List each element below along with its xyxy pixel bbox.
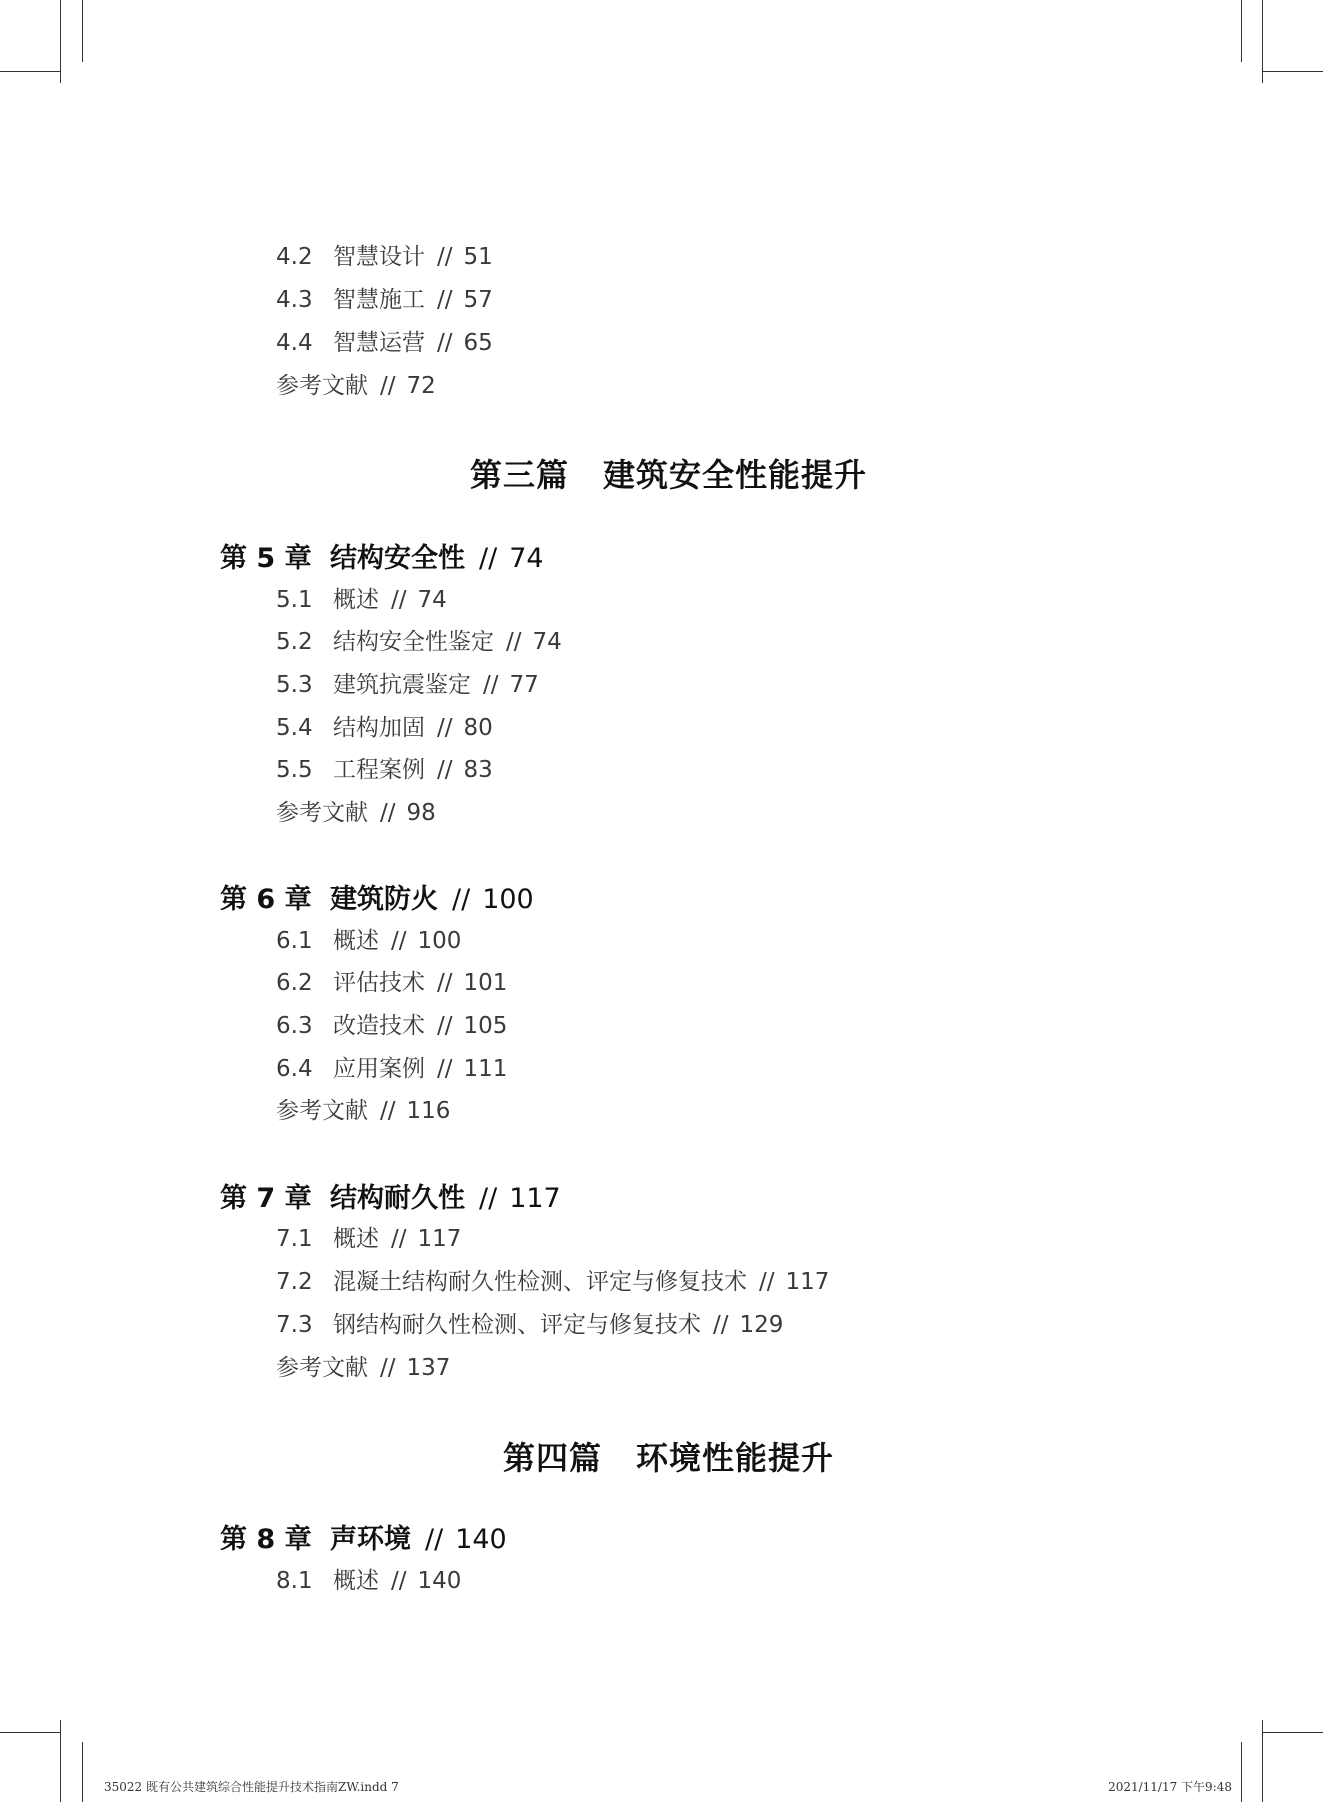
section-number: 4.4 [276, 330, 313, 356]
toc-entry[interactable] [276, 285, 493, 315]
toc-entry-references[interactable] [276, 1096, 450, 1126]
chapter-title: 声环境 [330, 1524, 411, 1555]
separator: // [391, 1568, 407, 1594]
chapter-label: 第 5 章 [220, 543, 312, 574]
chapter-title: 结构安全性 [330, 543, 465, 574]
page-number: 117 [785, 1269, 830, 1295]
page-number: 65 [463, 330, 493, 356]
separator: // [479, 543, 498, 574]
page-number: 117 [509, 1183, 561, 1214]
chapter-heading-5[interactable] [220, 542, 544, 576]
toc-entry[interactable] [276, 1267, 829, 1297]
section-number: 5.1 [276, 587, 313, 613]
section-number: 6.1 [276, 928, 313, 954]
separator: // [437, 715, 453, 741]
footer-timestamp: 2021/11/17 下午9:48 [1108, 1780, 1232, 1794]
separator: // [437, 287, 453, 313]
toc-entry[interactable] [276, 670, 539, 700]
page-number: 116 [406, 1098, 451, 1124]
page-number: 51 [463, 244, 493, 270]
page-number: 129 [739, 1312, 784, 1338]
section-title: 参考文献 [276, 1098, 368, 1124]
separator: // [437, 1013, 453, 1039]
toc-entry[interactable] [276, 755, 493, 785]
section-number: 5.5 [276, 757, 313, 783]
separator: // [380, 373, 396, 399]
section-title: 参考文献 [276, 373, 368, 399]
separator: // [437, 244, 453, 270]
toc-entry-references[interactable] [276, 798, 436, 828]
toc-entry[interactable] [276, 968, 507, 998]
page-number: 74 [417, 587, 447, 613]
section-number: 8.1 [276, 1568, 313, 1594]
section-number: 7.3 [276, 1312, 313, 1338]
section-title: 工程案例 [333, 757, 425, 783]
separator: // [506, 629, 522, 655]
toc-entry[interactable] [276, 713, 493, 743]
page-number: 100 [417, 928, 462, 954]
section-title: 概述 [333, 928, 379, 954]
part-heading-3 [0, 455, 1323, 495]
part-heading-4 [0, 1438, 1323, 1478]
toc-entry[interactable] [276, 585, 447, 615]
separator: // [425, 1524, 444, 1555]
section-number: 6.4 [276, 1056, 313, 1082]
toc-entry[interactable] [276, 1054, 507, 1084]
separator: // [380, 800, 396, 826]
toc-entry[interactable] [276, 926, 461, 956]
toc-entry[interactable] [276, 242, 493, 272]
section-title: 改造技术 [333, 1013, 425, 1039]
separator: // [713, 1312, 729, 1338]
page-number: 117 [417, 1226, 462, 1252]
toc-entry[interactable] [276, 1310, 783, 1340]
page-number: 137 [406, 1355, 451, 1381]
chapter-title: 建筑防火 [330, 884, 438, 915]
section-title: 概述 [333, 1568, 379, 1594]
section-number: 4.3 [276, 287, 313, 313]
page-number: 77 [509, 672, 539, 698]
separator: // [437, 970, 453, 996]
page-number: 100 [482, 884, 534, 915]
page-number: 140 [417, 1568, 462, 1594]
section-title: 结构加固 [333, 715, 425, 741]
separator: // [391, 1226, 407, 1252]
page-number: 140 [455, 1524, 507, 1555]
section-number: 5.3 [276, 672, 313, 698]
section-title: 混凝土结构耐久性检测、评定与修复技术 [333, 1269, 747, 1295]
page-number: 83 [463, 757, 493, 783]
page-number: 111 [463, 1056, 508, 1082]
toc-entry[interactable] [276, 1224, 461, 1254]
section-title: 评估技术 [333, 970, 425, 996]
page-number: 72 [406, 373, 436, 399]
chapter-heading-8[interactable] [220, 1523, 507, 1557]
section-title: 智慧施工 [333, 287, 425, 313]
section-title: 钢结构耐久性检测、评定与修复技术 [333, 1312, 701, 1338]
chapter-label: 第 8 章 [220, 1524, 312, 1555]
page-number: 98 [406, 800, 436, 826]
part-title: 第四篇 [502, 1439, 602, 1477]
chapter-heading-6[interactable] [220, 883, 534, 917]
chapter-title: 结构耐久性 [330, 1183, 465, 1214]
section-number: 7.1 [276, 1226, 313, 1252]
separator: // [380, 1098, 396, 1124]
part-subtitle: 建筑安全性能提升 [603, 456, 868, 494]
section-title: 概述 [333, 587, 379, 613]
section-number: 6.2 [276, 970, 313, 996]
separator: // [759, 1269, 775, 1295]
chapter-heading-7[interactable] [220, 1182, 561, 1216]
toc-entry-references[interactable] [276, 1353, 450, 1383]
separator: // [483, 672, 499, 698]
section-title: 智慧设计 [333, 244, 425, 270]
separator: // [437, 1056, 453, 1082]
chapter-label: 第 7 章 [220, 1183, 312, 1214]
section-number: 5.2 [276, 629, 313, 655]
section-title: 结构安全性鉴定 [333, 629, 494, 655]
chapter-label: 第 6 章 [220, 884, 312, 915]
page-number: 74 [509, 543, 544, 574]
page-number: 101 [463, 970, 508, 996]
separator: // [391, 928, 407, 954]
toc-entry[interactable] [276, 1011, 507, 1041]
page-number: 57 [463, 287, 493, 313]
separator: // [391, 587, 407, 613]
section-number: 7.2 [276, 1269, 313, 1295]
page-number: 80 [463, 715, 493, 741]
part-subtitle: 环境性能提升 [636, 1439, 835, 1477]
page-number: 74 [532, 629, 562, 655]
section-title: 智慧运营 [333, 330, 425, 356]
separator: // [380, 1355, 396, 1381]
separator: // [479, 1183, 498, 1214]
section-number: 4.2 [276, 244, 313, 270]
page-number: 105 [463, 1013, 508, 1039]
section-title: 概述 [333, 1226, 379, 1252]
toc-entry[interactable] [276, 627, 562, 657]
footer-file-slug: 35022 既有公共建筑综合性能提升技术指南ZW.indd 7 [104, 1780, 399, 1794]
separator: // [452, 884, 471, 915]
section-number: 6.3 [276, 1013, 313, 1039]
toc-entry[interactable] [276, 1566, 461, 1596]
separator: // [437, 757, 453, 783]
section-title: 参考文献 [276, 800, 368, 826]
toc-entry[interactable] [276, 328, 493, 358]
section-number: 5.4 [276, 715, 313, 741]
toc-entry-references[interactable] [276, 371, 436, 401]
section-title: 参考文献 [276, 1355, 368, 1381]
part-title: 第三篇 [469, 456, 569, 494]
section-title: 应用案例 [333, 1056, 425, 1082]
separator: // [437, 330, 453, 356]
section-title: 建筑抗震鉴定 [333, 672, 471, 698]
